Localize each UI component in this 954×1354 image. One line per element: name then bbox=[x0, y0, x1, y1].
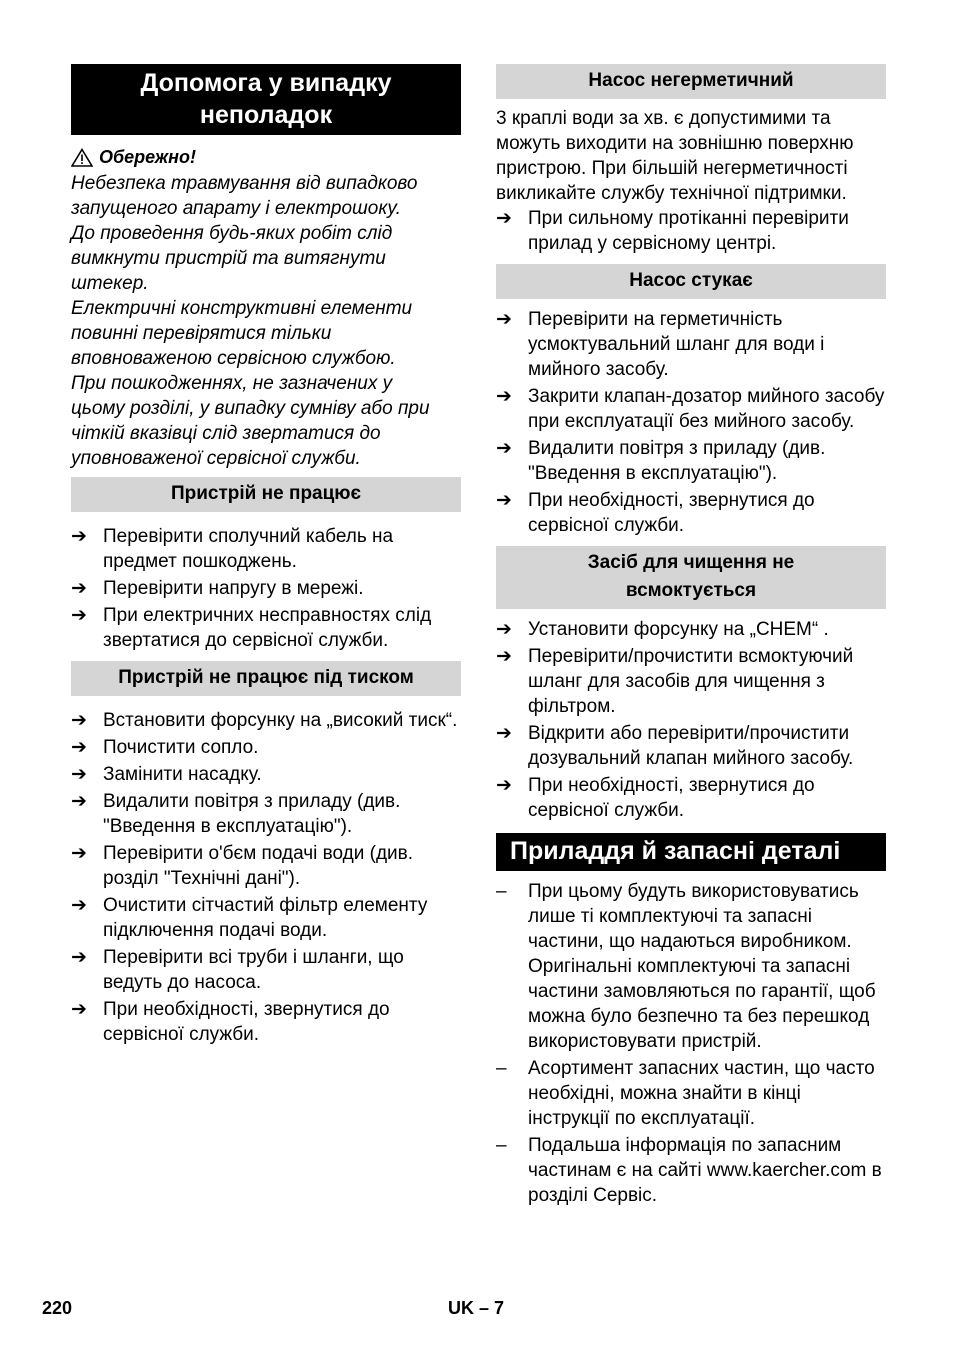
caution-line: уповноваженої сервісної служби. bbox=[71, 448, 361, 469]
list-item: ➔ Очистити сітчастий фільтр елементу підключення подачі води. bbox=[71, 895, 428, 941]
detergent-not-sucked-list bbox=[496, 617, 886, 823]
caution-line: До проведення будь-яких робіт слід bbox=[71, 223, 393, 244]
caution-text bbox=[71, 171, 461, 471]
list-item: ➔ Почистити сопло. bbox=[71, 737, 259, 758]
dash-bullet: – bbox=[496, 1058, 507, 1079]
arrow-right-icon: ➔ bbox=[71, 764, 87, 785]
list-item: ➔ Установити форсунку на „CHEM“ . bbox=[496, 619, 829, 640]
list-item: ➔ Закрити клапан-дозатор мийного засобу при експлуатації без мийного засобу. bbox=[496, 386, 885, 432]
caution-line: Електричні конструктивні елементи bbox=[71, 298, 413, 319]
arrow-right-icon: ➔ bbox=[71, 526, 87, 547]
list-item: ➔ Перевірити о'бєм подачі води (див. розділ "Технічні дані"). bbox=[71, 843, 414, 889]
caution-line: повинні перевірятися тільки bbox=[71, 323, 332, 344]
arrow-right-icon: ➔ bbox=[71, 947, 87, 968]
arrow-right-icon: ➔ bbox=[496, 619, 512, 640]
pump-knocking-list bbox=[496, 307, 886, 538]
list-item: ➔ Перевірити напругу в мережі. bbox=[71, 578, 364, 599]
arrow-right-icon: ➔ bbox=[71, 578, 87, 599]
caution-line: чіткій вказівці слід звертатися до bbox=[71, 423, 381, 444]
caution-line: штекер. bbox=[71, 273, 149, 294]
text-line: пристрою. При більшій негерметичності bbox=[496, 158, 848, 179]
list-item: ➔ Перевірити всі труби і шланги, що ведуть до насоса. bbox=[71, 947, 404, 993]
accessories-heading: Приладдя й запасні деталі bbox=[496, 833, 886, 871]
warning-triangle-icon bbox=[71, 148, 93, 167]
section-heading-detergent-not-sucked: Засіб для чищення не всмоктується bbox=[496, 546, 886, 609]
list-item: ➔ При електричних несправностях слід звертатися до сервісної служби. bbox=[71, 605, 432, 651]
arrow-right-icon: ➔ bbox=[71, 791, 87, 812]
list-item: ➔ При необхідності, звернутися до сервісної служби. bbox=[496, 490, 815, 536]
arrow-right-icon: ➔ bbox=[71, 737, 87, 758]
arrow-right-icon: ➔ bbox=[496, 646, 512, 667]
arrow-right-icon: ➔ bbox=[496, 309, 512, 330]
section-heading-no-pressure: Пристрій не працює під тиском bbox=[71, 661, 461, 696]
text-line: 3 краплі води за хв. є допустимими та bbox=[496, 108, 831, 129]
caution-label-row bbox=[71, 145, 461, 169]
list-item: ➔ Відкрити або перевірити/прочистити дозувальний клапан мийного засобу. bbox=[496, 723, 854, 769]
page-number: 220 bbox=[42, 1298, 73, 1318]
caution-line: вповноваженою сервісною службою. bbox=[71, 348, 396, 369]
arrow-right-icon: ➔ bbox=[71, 605, 87, 626]
caution-line: Небезпека травмування від випадково bbox=[71, 173, 418, 194]
no-pressure-list bbox=[71, 708, 461, 1047]
arrow-right-icon: ➔ bbox=[496, 208, 512, 229]
pump-leaking-text bbox=[496, 106, 886, 206]
right-column bbox=[496, 64, 886, 1210]
list-item: – Асортимент запасних частин, що часто необхідні, можна знайти в кінці інструкції по експлуатації. bbox=[496, 1058, 875, 1129]
arrow-right-icon: ➔ bbox=[496, 723, 512, 744]
arrow-right-icon: ➔ bbox=[496, 386, 512, 407]
list-item: ➔ При необхідності, звернутися до сервісної служби. bbox=[496, 775, 815, 821]
text-line: можуть виходити на зовнішню поверхню bbox=[496, 133, 854, 154]
device-not-working-list bbox=[71, 524, 461, 653]
list-item: ➔ Встановити форсунку на „високий тиск“. bbox=[71, 710, 458, 731]
list-item: ➔ При необхідності, звернутися до сервісної служби. bbox=[71, 999, 390, 1045]
accessories-list bbox=[496, 879, 886, 1208]
list-item: ➔ Перевірити на герметичність усмоктувальний шланг для води і мийного засобу. bbox=[496, 309, 825, 380]
list-item: ➔ Видалити повітря з приладу (див. "Введення в експлуатацію"). bbox=[496, 438, 826, 484]
list-item: – Подальша інформація по запасним частинам є на сайті www.kaercher.com в розділі Сервіс. bbox=[496, 1135, 882, 1206]
caution-line: При пошкодженнях, не зазначених у bbox=[71, 373, 393, 394]
dash-bullet: – bbox=[496, 881, 507, 902]
section-heading-pump-knocking: Насос стукає bbox=[496, 264, 886, 299]
list-item: ➔ Замінити насадку. bbox=[71, 764, 262, 785]
troubleshooting-heading: Допомога у випадку неполадок bbox=[71, 64, 461, 135]
pump-leaking-list bbox=[496, 206, 886, 256]
list-item: – При цьому будуть використовуватись лише ті комплектуючі та запасні частини, що надаються виробником. Оригінальні комплектуючі та запасні частини замовляються по гарантії, щоб можна було безпечно та без перешкод використовувати пристрій. bbox=[496, 881, 876, 1052]
section-heading-pump-leaking: Насос негерметичний bbox=[496, 64, 886, 99]
arrow-right-icon: ➔ bbox=[71, 843, 87, 864]
section-heading-device-not-working: Пристрій не працює bbox=[71, 477, 461, 512]
list-item: ➔ Видалити повітря з приладу (див. "Введення в експлуатацію"). bbox=[71, 791, 401, 837]
arrow-right-icon: ➔ bbox=[71, 999, 87, 1020]
arrow-right-icon: ➔ bbox=[71, 710, 87, 731]
list-item: ➔ При сильному протіканні перевірити прилад у сервісному центрі. bbox=[496, 208, 849, 254]
list-item: ➔ Перевірити/прочистити всмоктуючий шланг для засобів для чищення з фільтром. bbox=[496, 646, 854, 717]
arrow-right-icon: ➔ bbox=[496, 438, 512, 459]
arrow-right-icon: ➔ bbox=[496, 775, 512, 796]
dash-bullet: – bbox=[496, 1135, 507, 1156]
caution-line: цьому розділі, у випадку сумніву або при bbox=[71, 398, 430, 419]
page-label: UK – 7 bbox=[448, 1298, 505, 1318]
list-item: ➔ Перевірити сполучний кабель на предмет пошкоджень. bbox=[71, 526, 394, 572]
arrow-right-icon: ➔ bbox=[496, 490, 512, 511]
caution-line: запущеного апарату і електрошоку. bbox=[71, 198, 401, 219]
left-column bbox=[71, 64, 461, 1049]
caution-line: вимкнути пристрій та витягнути bbox=[71, 248, 386, 269]
arrow-right-icon: ➔ bbox=[71, 895, 87, 916]
caution-label: Обережно! bbox=[99, 147, 197, 167]
text-line: викликайте службу технічної підтримки. bbox=[496, 183, 847, 204]
